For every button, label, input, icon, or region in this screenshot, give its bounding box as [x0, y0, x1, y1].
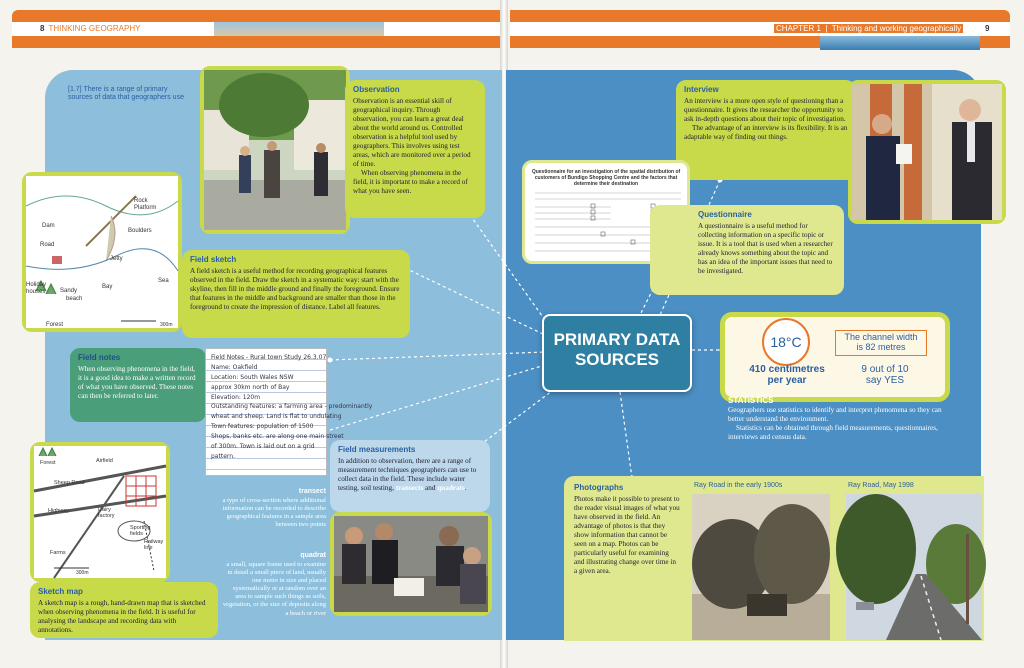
channel-width-label: [835, 330, 927, 356]
sketch-map-text: A sketch map is a rough, hand-drawn map that is sketched when observing phenomena in the field. It is useful for analysing the landscape and recording data with annotations.: [38, 599, 206, 634]
students-photo: [334, 516, 488, 612]
notes-line: pattern.: [211, 452, 235, 460]
interview-text-1: An interview is a more open style of questioning than a questionnaire. It gives the researcher the opportunity to ask in-depth questions about their topic of investigation.: [684, 97, 846, 123]
sketch-label-jetty: Jetty: [110, 256, 123, 262]
header-photo-right: [820, 36, 980, 50]
field-sketch-title: Field sketch: [190, 255, 237, 264]
ray-road-modern-image: [846, 494, 982, 640]
right-running-title: Thinking and working geographically: [831, 24, 962, 33]
sketch-label-holiday: Holiday: [26, 282, 47, 288]
sketch-label-beach: beach: [66, 296, 83, 302]
field-measurements-body: In addition to observation, there are a range of measurement techniques geographers can use to collect data in the field. These include water testing, soil testing,: [338, 457, 477, 492]
questionnaire-text: A questionnaire is a useful method for collecting information on a specific topic or issue. It is a tool that is used when a researcher already knows something about the topic and has an idea of the important issues that need to be investigated.: [698, 222, 833, 275]
interview-text-2: The advantage of an interview is its flexibility. It is an adaptable way of finding out things.: [684, 124, 848, 141]
interview-photo: [848, 80, 1006, 224]
glossary-quadrat-term: quadrat: [300, 552, 326, 559]
glossary-quadrat-def: a small, square frame used to examine in detail a small piece of land, usually one metre in size and placed systematically or at random over an area to sample such things as soils, vegetation, or the size of deposits along a beach or river: [222, 560, 326, 617]
sketch-label-forest: Forest: [46, 322, 64, 328]
notes-line: Outstanding features: a farming area - predominantly: [211, 403, 373, 411]
sketch-label-sandy: Sandy: [60, 288, 78, 294]
observation-title: Observation: [353, 85, 400, 94]
notes-line: Town features: population of 1500: [211, 423, 314, 431]
sketch-map-image: [30, 442, 170, 582]
field-sketch-box: [182, 250, 410, 338]
notes-line: of 300m. Town is laid out on a grid: [211, 443, 315, 451]
ray-road-old-image: [692, 494, 830, 640]
sketch-label-boulders: Boulders: [128, 228, 152, 234]
field-notes-paper: [205, 348, 373, 476]
glossary-quadrat: [222, 552, 326, 618]
figure-number: [1.7]: [68, 86, 82, 93]
map-label-railway: Railway line: [144, 539, 164, 551]
observation-box: [345, 80, 485, 218]
map-label-sporting-fields: Sporting fields: [130, 525, 151, 537]
map-label-farms: Farms: [50, 550, 66, 556]
figure-caption-text: There is a range of primary sources of data that geographers use: [68, 86, 184, 102]
interview-title: Interview: [684, 85, 719, 94]
rainfall-line-2: per year: [767, 375, 807, 386]
observation-text-2: When observing phenomena in the field, it is important to make a record of what you have seen.: [353, 169, 468, 195]
sketch-label-scale: 300m: [160, 322, 173, 328]
survey-line-2: say YES: [865, 375, 905, 386]
sketch-label-dam: Dam: [42, 223, 55, 229]
survey-line-1: 9 out of 10: [861, 364, 909, 375]
term-transects: transects: [395, 484, 424, 492]
sketch-label-sea: Sea: [158, 278, 169, 284]
header-photo-left: [214, 22, 384, 36]
primary-data-sources-title: [542, 314, 692, 392]
notes-line: wheat and sheep. Land is flat to undulating: [211, 413, 342, 421]
field-measurements-period: .: [464, 484, 467, 492]
center-title-line-1: PRIMARY DATA: [553, 330, 681, 349]
and-word: and: [425, 484, 436, 492]
sketch-map-title: Sketch map: [38, 587, 83, 596]
glossary-transect-term: transect: [298, 488, 326, 495]
observation-text-1: Observation is an essential skill of geographical inquiry. Through observation, you can learn a great deal about the world around us. Controlled observation is a helpful tool used by geographers. This involves using test areas, which are monitored over a period of time.: [353, 97, 471, 168]
notes-line: Name: Oakfield: [211, 363, 258, 371]
statistics-title: STATISTICS: [728, 396, 774, 405]
ray-road-1998-photo: [846, 494, 982, 640]
figure-caption: [68, 86, 188, 103]
observation-photo: [200, 66, 350, 234]
field-measurements-photo: [330, 512, 492, 616]
notes-line: approx 30km north of Bay: [211, 383, 290, 391]
glossary-transect-def: a type of cross-section where additional information can be recorded to describe geographical features in a sample area between two points: [222, 496, 326, 529]
notes-line: Shops, banks etc. are along one main street: [211, 433, 344, 441]
left-running-title: THINKING GEOGRAPHY: [48, 24, 141, 33]
chapter-label: CHAPTER 1: [776, 24, 821, 33]
sketch-map-box: [30, 582, 218, 638]
ray-road-1900s-photo: [692, 494, 830, 640]
notes-line: Field Notes - Rural town Study 26.3.07: [211, 354, 327, 361]
rainfall-line-1: 410 centimetres: [749, 364, 825, 375]
notes-line: Elevation: 120m: [211, 393, 261, 401]
sketch-label-platform: Platform: [134, 205, 157, 211]
channel-width-line-2: is 82 metres: [856, 342, 906, 353]
sketch-label-rock: Rock: [134, 198, 148, 204]
photographs-box: [566, 478, 688, 640]
field-measurements-title: Field measurements: [338, 445, 416, 454]
questionnaire-title: Questionnaire: [698, 210, 752, 219]
map-label-highway: Highway: [48, 508, 70, 514]
map-label-airfield: Airfield: [96, 458, 113, 464]
statistics-graphic: [720, 312, 950, 402]
statistics-text-2: Statistics can be obtained through field measurements, questionnaires, interviews and census data.: [728, 424, 938, 441]
map-label-sheep-road: Sheep Road: [54, 480, 85, 486]
right-running-head: CHAPTER 1 | Thinking and working geographically: [776, 24, 962, 33]
field-notes-box: [70, 348, 206, 422]
left-running-head: [40, 24, 140, 33]
notes-line: Location: South Wales NSW: [211, 373, 294, 381]
channel-width-line-1: The channel width: [844, 332, 918, 342]
center-title-line-2: SOURCES: [574, 349, 660, 369]
map-label-dairy-factory: Dairy factory: [98, 507, 115, 519]
field-notes-text: When observing phenomena in the field, it is a good idea to make a written record of what you have observed. These notes can then be referred to later.: [78, 365, 196, 400]
statistics-text-1: Geographers use statistics to identify and interpret phenomena so they can better understand the environment.: [728, 406, 942, 423]
questionnaire-box: [650, 205, 844, 295]
photographs-title: Photographs: [574, 483, 624, 492]
sketch-label-houses: houses: [26, 289, 46, 295]
glossary-transect: [222, 488, 326, 529]
term-quadrats: quadrats: [437, 484, 465, 492]
interview-photo-image: [852, 84, 1002, 220]
field-sketch-image: [22, 172, 182, 332]
photographs-text: Photos make it possible to present to the reader visual images of what you have observed in the field. An advantage of photos is that they show information that cannot be seen on a map. Photos can be particularly useful for examining and illustrating change over time in a given area.: [574, 495, 680, 575]
map-label-forest: Forest: [40, 460, 56, 466]
temperature-value: 18°C: [762, 318, 810, 366]
field-notes-title: Field notes: [78, 353, 121, 362]
questionnaire-sheet-title: Questionnaire for an investigation of the spatial distribution of customers of Bundigo Shopping Centre and the factors that determine their destination: [531, 169, 681, 187]
observation-photo-image: [204, 70, 346, 230]
statistics-text: [728, 396, 948, 442]
field-measurements-box: [330, 440, 490, 512]
map-label-scale: 300m: [76, 570, 89, 576]
survey-result: [850, 364, 920, 386]
sketch-label-bay: Bay: [102, 284, 113, 290]
field-sketch-text: A field sketch is a useful method for recording geographical features observed in the field. Draw the sketch in a systematic way: start with the skyline, then fill in the middle ground and finally the foreground. Ensure that features in the middle and background are smaller than those in the foreground to create the impression of distance. Label all features.: [190, 267, 400, 311]
field-measurements-text: [338, 457, 482, 493]
interview-box: [676, 80, 856, 180]
sketch-label-road: Road: [40, 242, 55, 248]
left-page-number: 8: [40, 24, 45, 33]
field-sketch-drawing: [26, 176, 178, 328]
right-page-number: 9: [985, 24, 990, 33]
photo-caption-1998: Ray Road, May 1998: [848, 482, 914, 489]
rainfall-value: [742, 364, 832, 386]
photo-caption-1900s: Ray Road in the early 1900s: [694, 482, 783, 489]
